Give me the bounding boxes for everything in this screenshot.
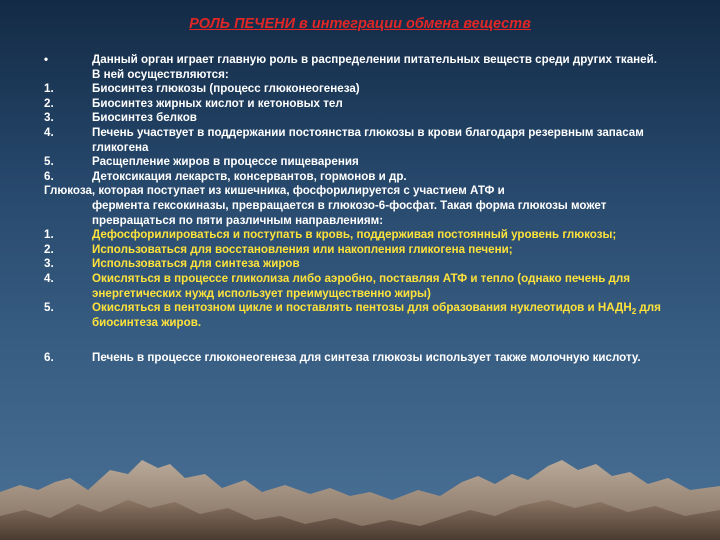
function-item xyxy=(44,155,664,170)
slide-title: РОЛЬ ПЕЧЕНИ в интеграции обмена веществ xyxy=(189,16,531,32)
pathway-item xyxy=(44,257,664,272)
slide-content xyxy=(44,53,664,366)
item-text: Биосинтез жирных кислот и кетоновых тел xyxy=(92,96,343,110)
intro-text: Данный орган играет главную роль в распределении питательных веществ среди других тканей. В ней осуществляются: xyxy=(92,53,657,81)
glucose-paragraph-first-line: Глюкоза, которая поступает из кишечника, фосфорилируется с участием АТФ и xyxy=(44,184,505,198)
item-text: Печень в процессе глюконеогенеза для синтеза глюкозы использует также молочную кислоту. xyxy=(92,351,641,365)
item-text: Окисляться в процессе гликолиза либо аэробно, поставляя АТФ и тепло (однако печень для энергетических нужд использует преимущественно жиры) xyxy=(92,271,631,300)
item-text: Биосинтез белков xyxy=(92,111,197,125)
glucose-paragraph xyxy=(44,184,664,228)
mountain-range-decoration xyxy=(0,430,720,540)
item-number: 5. xyxy=(44,155,54,169)
item-text: Детоксикация лекарств, консервантов, гормонов и др. xyxy=(92,169,407,183)
item-text xyxy=(92,301,661,329)
item-text: Использоваться для восстановления или накопления гликогена печени; xyxy=(92,242,513,256)
spacer xyxy=(44,330,664,351)
item-number: 1. xyxy=(44,82,54,96)
function-item xyxy=(44,126,664,155)
final-item xyxy=(44,351,664,366)
function-item xyxy=(44,82,664,97)
function-item xyxy=(44,111,664,126)
pathway-item xyxy=(44,228,664,243)
item-number: 2. xyxy=(44,96,54,110)
bullet-marker: • xyxy=(44,53,49,66)
item-text: Использоваться для синтеза жиров xyxy=(92,257,300,271)
item-number: 4. xyxy=(44,125,54,139)
intro-bullet-item xyxy=(44,53,664,82)
item-text: Биосинтез глюкозы (процесс глюконеогенеза) xyxy=(92,82,360,96)
item-text: Расщепление жиров в процессе пищеварения xyxy=(92,155,359,169)
item-text: Печень участвует в поддержании постоянства глюкозы в крови благодаря резервным запасам гликогена xyxy=(92,125,644,154)
item-number: 2. xyxy=(44,242,54,256)
item-number: 1. xyxy=(44,228,54,242)
function-item xyxy=(44,97,664,112)
function-item xyxy=(44,170,664,185)
pathway-item xyxy=(44,272,664,301)
subscript: 2 xyxy=(631,307,637,317)
item-number: 3. xyxy=(44,257,54,271)
item-number: 4. xyxy=(44,271,54,285)
item-number: 5. xyxy=(44,301,54,315)
item-number: 6. xyxy=(44,169,54,183)
item-number: 6. xyxy=(44,351,54,365)
item-text: Дефосфорилироваться и поступать в кровь, поддерживая постоянный уровень глюкозы; xyxy=(92,228,617,242)
pathway-item xyxy=(44,301,664,330)
item-text-part: Окисляться в пентозном цикле и поставлять пентозы для образования нуклеотидов и НАДН xyxy=(92,301,632,315)
item-number: 3. xyxy=(44,111,54,125)
item-text-part: для биосинтеза жиров. xyxy=(92,301,661,329)
pathway-item xyxy=(44,243,664,258)
glucose-paragraph-continuation: фермента гексокиназы, превращается в глюкозо-6-фосфат. Такая форма глюкозы может превращаться по пяти различным направлениям: xyxy=(92,198,607,227)
